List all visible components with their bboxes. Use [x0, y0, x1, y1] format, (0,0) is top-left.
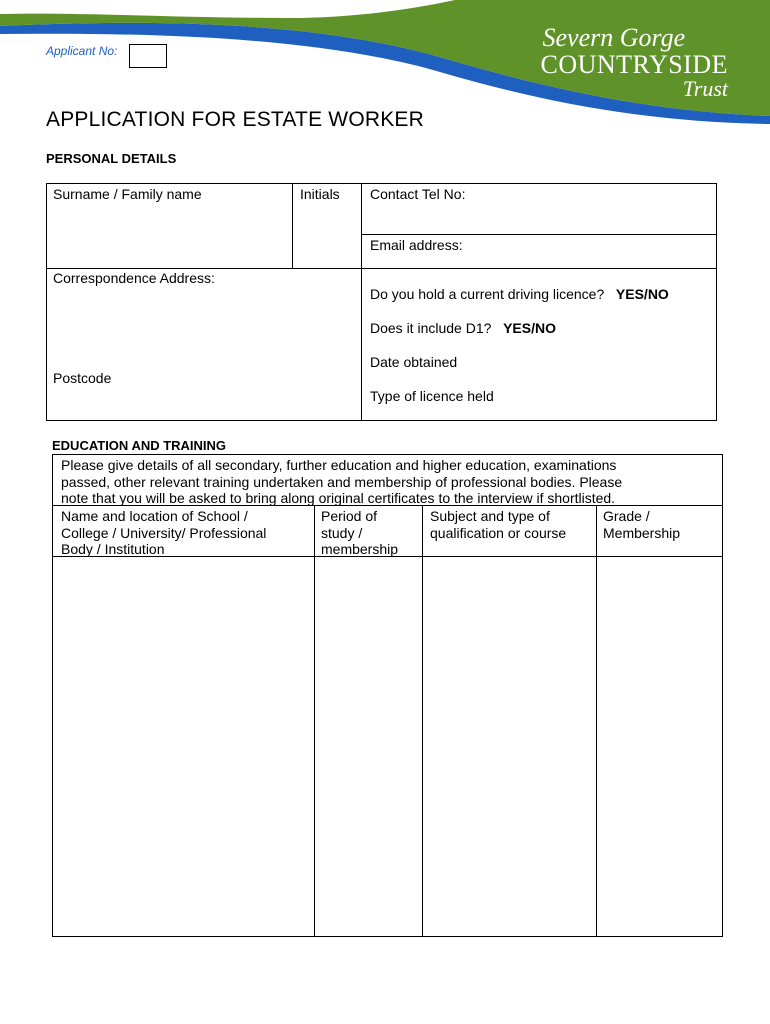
period-entry-field[interactable] — [314, 556, 423, 937]
licence-type-label: Type of licence held — [370, 388, 494, 404]
email-label: Email address: — [370, 237, 463, 253]
driving-licence-question-text: Do you hold a current driving licence? — [370, 286, 605, 302]
driving-licence-answer: YES/NO — [615, 286, 669, 302]
contact-tel-label: Contact Tel No: — [370, 186, 466, 202]
education-intro-line: Please give details of all secondary, further education and higher education, examinations — [61, 457, 617, 473]
surname-label: Surname / Family name — [53, 186, 202, 202]
column-header-line: Subject and type of — [430, 508, 550, 524]
applicant-no-label: Applicant No: — [46, 44, 118, 58]
column-header-subject — [422, 505, 597, 557]
logo-line-trust: Trust — [682, 76, 728, 101]
institution-entry-field[interactable] — [52, 556, 315, 937]
grade-entry-field[interactable] — [596, 556, 723, 937]
email-field[interactable] — [361, 234, 717, 269]
column-header-line: Membership — [603, 524, 681, 541]
address-field[interactable] — [46, 268, 362, 421]
subject-entry-field[interactable] — [422, 556, 597, 937]
education-intro-line: passed, other relevant training undertaken and membership of professional bodies. Please — [61, 473, 623, 490]
contact-tel-field[interactable] — [361, 183, 717, 235]
column-header-period — [314, 505, 423, 557]
initials-field[interactable] — [292, 183, 362, 269]
logo-line-countryside: COUNTRYSIDE — [540, 50, 728, 79]
postcode-label: Postcode — [53, 370, 112, 386]
d1-answer: YES/NO — [503, 320, 556, 336]
column-header-line: Body / Institution — [61, 541, 165, 557]
column-header-line: College / University/ Professional — [61, 524, 267, 541]
education-instructions — [52, 454, 723, 506]
column-header-line: Grade / — [603, 508, 650, 524]
column-header-institution — [52, 505, 315, 557]
column-header-line: membership — [321, 541, 399, 557]
applicant-no-field[interactable] — [129, 44, 167, 68]
column-header-line: Period of — [321, 508, 378, 524]
page-title: APPLICATION FOR ESTATE WORKER — [46, 108, 425, 131]
initials-label: Initials — [300, 186, 340, 202]
column-header-line: study / — [321, 524, 363, 541]
address-label: Correspondence Address: — [53, 270, 215, 286]
driving-licence-question — [370, 286, 669, 302]
d1-question-text: Does it include D1? — [370, 320, 492, 336]
education-intro-line: note that you will be asked to bring along original certificates to the interview if shortlisted. — [61, 490, 616, 506]
trust-logo — [540, 24, 728, 100]
personal-details-heading: PERSONAL DETAILS — [46, 151, 177, 166]
d1-question — [370, 320, 556, 336]
licence-details-field[interactable] — [361, 268, 717, 421]
column-header-line: qualification or course — [430, 524, 567, 541]
surname-field[interactable] — [46, 183, 293, 269]
column-header-grade — [596, 505, 723, 557]
education-heading: EDUCATION AND TRAINING — [52, 438, 227, 453]
date-obtained-label: Date obtained — [370, 354, 458, 370]
column-header-line: Name and location of School / — [61, 508, 248, 524]
logo-line-severn-gorge: Severn Gorge — [542, 23, 686, 52]
